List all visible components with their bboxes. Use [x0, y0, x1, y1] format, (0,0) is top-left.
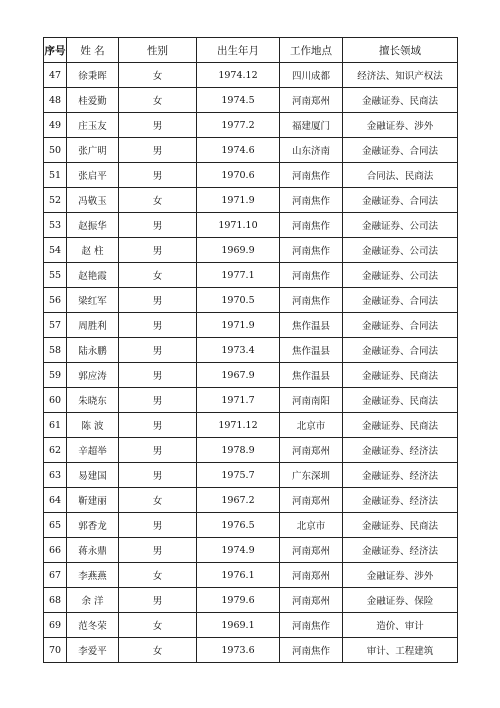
cell-gender: 女 [119, 563, 197, 588]
cell-location: 河南焦作 [280, 238, 343, 263]
cell-gender: 男 [119, 288, 197, 313]
cell-specialty: 造价、审计 [343, 613, 458, 638]
table-row [44, 363, 458, 388]
cell-gender: 男 [119, 388, 197, 413]
cell-name: 易建国 [67, 463, 119, 488]
cell-specialty: 金融证券、公司法 [343, 238, 458, 263]
cell-name: 辛超举 [67, 438, 119, 463]
table-row [44, 213, 458, 238]
table-row [44, 488, 458, 513]
cell-gender: 女 [119, 638, 197, 663]
cell-location: 河南焦作 [280, 288, 343, 313]
cell-name: 余 洋 [67, 588, 119, 613]
cell-specialty: 审计、工程建筑 [343, 638, 458, 663]
cell-name: 郭香龙 [67, 513, 119, 538]
cell-gender: 女 [119, 63, 197, 88]
cell-specialty: 金融证券、民商法 [343, 363, 458, 388]
cell-birth: 1977.2 [197, 113, 280, 138]
cell-gender: 女 [119, 488, 197, 513]
table-row [44, 438, 458, 463]
cell-specialty: 金融证券、民商法 [343, 88, 458, 113]
cell-name: 庄玉友 [67, 113, 119, 138]
header-row [44, 38, 458, 63]
table-row [44, 638, 458, 663]
table-row [44, 113, 458, 138]
cell-gender: 男 [119, 238, 197, 263]
cell-name: 李爱平 [67, 638, 119, 663]
cell-name: 周胜利 [67, 313, 119, 338]
table-row [44, 263, 458, 288]
cell-location: 河南郑州 [280, 88, 343, 113]
cell-location: 焦作温县 [280, 363, 343, 388]
cell-gender: 男 [119, 513, 197, 538]
table-row [44, 513, 458, 538]
header-cell-index: 序号 [44, 38, 67, 63]
cell-specialty: 金融证券、合同法 [343, 338, 458, 363]
cell-index: 52 [44, 188, 67, 213]
table-row [44, 88, 458, 113]
cell-specialty: 金融证券、保险 [343, 588, 458, 613]
cell-location: 河南郑州 [280, 538, 343, 563]
cell-name: 陆永鹏 [67, 338, 119, 363]
cell-location: 河南郑州 [280, 438, 343, 463]
table-row [44, 463, 458, 488]
cell-index: 53 [44, 213, 67, 238]
cell-location: 河南焦作 [280, 213, 343, 238]
cell-name: 梁红军 [67, 288, 119, 313]
cell-specialty: 金融证券、民商法 [343, 513, 458, 538]
cell-specialty: 金融证券、民商法 [343, 388, 458, 413]
cell-name: 范冬荣 [67, 613, 119, 638]
cell-index: 70 [44, 638, 67, 663]
cell-name: 赵振华 [67, 213, 119, 238]
cell-birth: 1977.1 [197, 263, 280, 288]
cell-location: 河南郑州 [280, 563, 343, 588]
header-cell-birth: 出生年月 [197, 38, 280, 63]
cell-birth: 1974.9 [197, 538, 280, 563]
cell-index: 60 [44, 388, 67, 413]
cell-name: 李燕燕 [67, 563, 119, 588]
cell-index: 54 [44, 238, 67, 263]
cell-birth: 1967.9 [197, 363, 280, 388]
cell-gender: 男 [119, 338, 197, 363]
table-row [44, 63, 458, 88]
cell-specialty: 金融证券、合同法 [343, 313, 458, 338]
cell-birth: 1971.10 [197, 213, 280, 238]
table-row [44, 288, 458, 313]
cell-specialty: 合同法、民商法 [343, 163, 458, 188]
cell-location: 河南郑州 [280, 488, 343, 513]
cell-index: 47 [44, 63, 67, 88]
cell-gender: 女 [119, 263, 197, 288]
cell-gender: 男 [119, 313, 197, 338]
cell-birth: 1974.5 [197, 88, 280, 113]
cell-birth: 1976.1 [197, 563, 280, 588]
cell-index: 50 [44, 138, 67, 163]
cell-gender: 男 [119, 588, 197, 613]
cell-location: 山东济南 [280, 138, 343, 163]
cell-location: 河南焦作 [280, 263, 343, 288]
cell-index: 66 [44, 538, 67, 563]
cell-index: 64 [44, 488, 67, 513]
table-row [44, 313, 458, 338]
cell-gender: 男 [119, 138, 197, 163]
cell-birth: 1967.2 [197, 488, 280, 513]
table-row [44, 538, 458, 563]
cell-specialty: 金融证券、合同法 [343, 188, 458, 213]
cell-location: 河南郑州 [280, 588, 343, 613]
cell-birth: 1971.12 [197, 413, 280, 438]
cell-index: 58 [44, 338, 67, 363]
cell-specialty: 金融证券、经济法 [343, 538, 458, 563]
cell-location: 四川成都 [280, 63, 343, 88]
cell-birth: 1971.9 [197, 313, 280, 338]
cell-index: 67 [44, 563, 67, 588]
cell-index: 69 [44, 613, 67, 638]
cell-index: 55 [44, 263, 67, 288]
cell-location: 河南焦作 [280, 613, 343, 638]
cell-birth: 1978.9 [197, 438, 280, 463]
cell-location: 河南焦作 [280, 638, 343, 663]
cell-specialty: 金融证券、公司法 [343, 263, 458, 288]
cell-name: 赵艳霞 [67, 263, 119, 288]
cell-location: 焦作温县 [280, 338, 343, 363]
cell-index: 65 [44, 513, 67, 538]
cell-birth: 1975.7 [197, 463, 280, 488]
cell-location: 河南南阳 [280, 388, 343, 413]
header-cell-specialty: 擅长领域 [343, 38, 458, 63]
cell-name: 陈 波 [67, 413, 119, 438]
cell-gender: 男 [119, 213, 197, 238]
table-row [44, 163, 458, 188]
cell-birth: 1973.4 [197, 338, 280, 363]
cell-gender: 男 [119, 363, 197, 388]
cell-name: 靳建丽 [67, 488, 119, 513]
cell-gender: 男 [119, 413, 197, 438]
cell-gender: 女 [119, 613, 197, 638]
cell-index: 59 [44, 363, 67, 388]
table-row [44, 388, 458, 413]
cell-birth: 1971.7 [197, 388, 280, 413]
cell-birth: 1974.12 [197, 63, 280, 88]
cell-name: 朱晓东 [67, 388, 119, 413]
table-row [44, 563, 458, 588]
cell-location: 北京市 [280, 513, 343, 538]
table-row [44, 338, 458, 363]
cell-gender: 男 [119, 463, 197, 488]
cell-birth: 1976.5 [197, 513, 280, 538]
cell-specialty: 金融证券、合同法 [343, 138, 458, 163]
cell-gender: 男 [119, 538, 197, 563]
cell-specialty: 金融证券、涉外 [343, 113, 458, 138]
cell-birth: 1971.9 [197, 188, 280, 213]
cell-name: 赵 柱 [67, 238, 119, 263]
cell-specialty: 金融证券、经济法 [343, 438, 458, 463]
cell-index: 57 [44, 313, 67, 338]
cell-location: 广东深圳 [280, 463, 343, 488]
cell-name: 徐秉晖 [67, 63, 119, 88]
cell-location: 焦作温县 [280, 313, 343, 338]
cell-index: 62 [44, 438, 67, 463]
cell-gender: 女 [119, 88, 197, 113]
cell-index: 68 [44, 588, 67, 613]
cell-name: 桂爱勤 [67, 88, 119, 113]
table-row [44, 413, 458, 438]
table-row [44, 613, 458, 638]
cell-birth: 1970.6 [197, 163, 280, 188]
cell-index: 49 [44, 113, 67, 138]
table-body [44, 63, 458, 663]
cell-location: 河南焦作 [280, 163, 343, 188]
cell-specialty: 金融证券、经济法 [343, 463, 458, 488]
cell-name: 张启平 [67, 163, 119, 188]
table-row [44, 588, 458, 613]
roster-table [43, 37, 458, 663]
cell-name: 郭应涛 [67, 363, 119, 388]
cell-location: 福建厦门 [280, 113, 343, 138]
cell-specialty: 金融证券、涉外 [343, 563, 458, 588]
cell-birth: 1973.6 [197, 638, 280, 663]
cell-gender: 女 [119, 188, 197, 213]
cell-specialty: 金融证券、公司法 [343, 213, 458, 238]
cell-specialty: 经济法、知识产权法 [343, 63, 458, 88]
table-row [44, 188, 458, 213]
table-row [44, 138, 458, 163]
cell-index: 61 [44, 413, 67, 438]
cell-specialty: 金融证券、经济法 [343, 488, 458, 513]
cell-location: 北京市 [280, 413, 343, 438]
table-row [44, 238, 458, 263]
cell-birth: 1970.5 [197, 288, 280, 313]
cell-name: 蒋永鼎 [67, 538, 119, 563]
cell-index: 51 [44, 163, 67, 188]
cell-specialty: 金融证券、民商法 [343, 413, 458, 438]
cell-gender: 男 [119, 113, 197, 138]
cell-birth: 1969.1 [197, 613, 280, 638]
header-cell-gender: 性别 [119, 38, 197, 63]
header-cell-location: 工作地点 [280, 38, 343, 63]
cell-index: 56 [44, 288, 67, 313]
cell-index: 48 [44, 88, 67, 113]
cell-birth: 1974.6 [197, 138, 280, 163]
header-cell-name: 姓 名 [67, 38, 119, 63]
cell-index: 63 [44, 463, 67, 488]
cell-birth: 1979.6 [197, 588, 280, 613]
cell-location: 河南焦作 [280, 188, 343, 213]
cell-birth: 1969.9 [197, 238, 280, 263]
cell-gender: 男 [119, 163, 197, 188]
cell-name: 冯敬玉 [67, 188, 119, 213]
cell-specialty: 金融证券、合同法 [343, 288, 458, 313]
cell-gender: 男 [119, 438, 197, 463]
cell-name: 张广明 [67, 138, 119, 163]
